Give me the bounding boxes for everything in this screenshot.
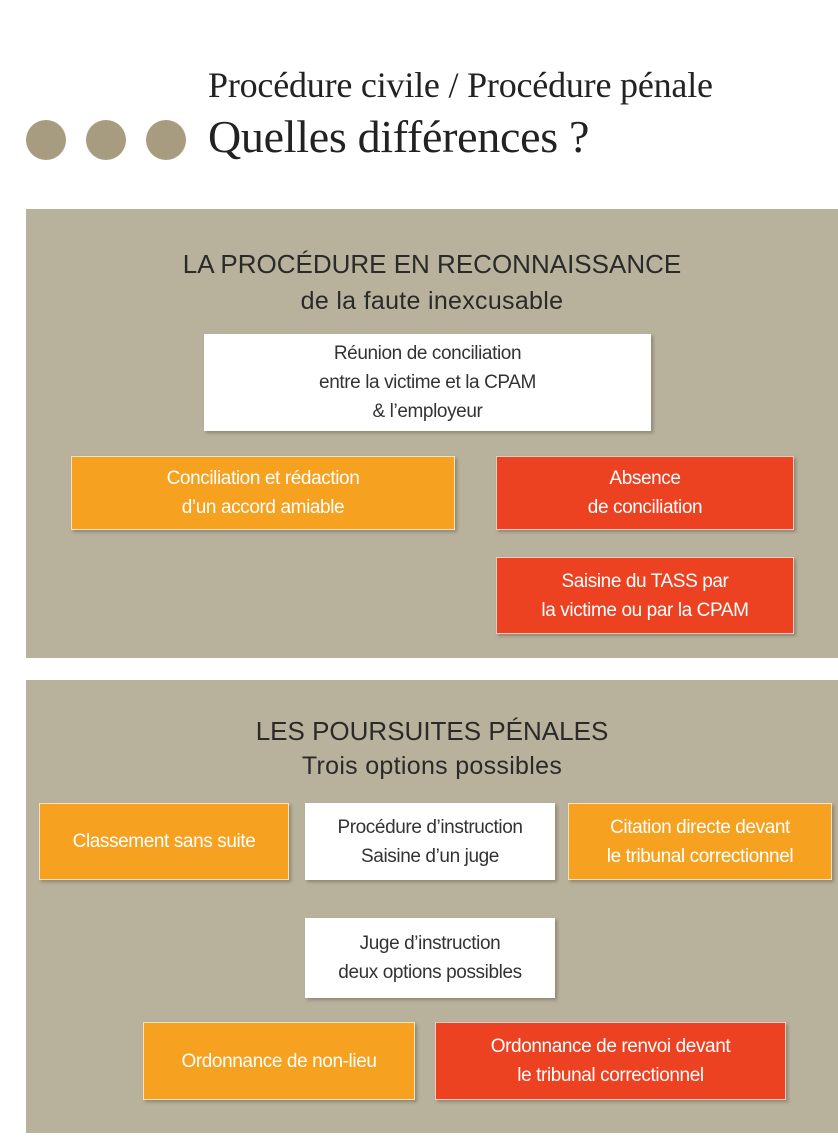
investigation-procedure-box: Procédure d’instruction Saisine d’un juge xyxy=(305,803,555,880)
criminal-proceedings-panel xyxy=(26,680,838,1133)
criminal-section-title: LES POURSUITES PÉNALES xyxy=(255,716,609,746)
civil-section-subtitle: de la faute inexcusable xyxy=(300,287,564,315)
header-title-line1: Procédure civile / Procédure pénale xyxy=(208,65,713,105)
investigating-judge-box: Juge d’instruction deux options possibles xyxy=(305,918,555,998)
dismissal-order-box: Ordonnance de non-lieu xyxy=(143,1022,415,1100)
civil-section-title: LA PROCÉDURE EN RECONNAISSANCE xyxy=(182,249,682,279)
no-conciliation-box: Absence de conciliation xyxy=(496,456,794,530)
dismissal-box: Classement sans suite xyxy=(39,803,289,880)
bullet-dot-3 xyxy=(146,120,186,160)
amicable-agreement-box: Conciliation et rédaction d’un accord amiable xyxy=(71,456,455,530)
referral-order-box: Ordonnance de renvoi devant le tribunal correctionnel xyxy=(435,1022,786,1100)
header-title-line2: Quelles différences ? xyxy=(208,111,590,162)
criminal-section-subtitle: Trois options possibles xyxy=(301,752,563,780)
direct-summons-box: Citation directe devant le tribunal correctionnel xyxy=(568,803,832,880)
tass-referral-box: Saisine du TASS par la victime ou par la CPAM xyxy=(496,557,794,634)
bullet-dot-2 xyxy=(86,120,126,160)
civil-procedure-panel xyxy=(26,209,838,658)
conciliation-meeting-box: Réunion de conciliation entre la victime et la CPAM & l’employeur xyxy=(204,334,651,431)
bullet-dot-1 xyxy=(26,120,66,160)
